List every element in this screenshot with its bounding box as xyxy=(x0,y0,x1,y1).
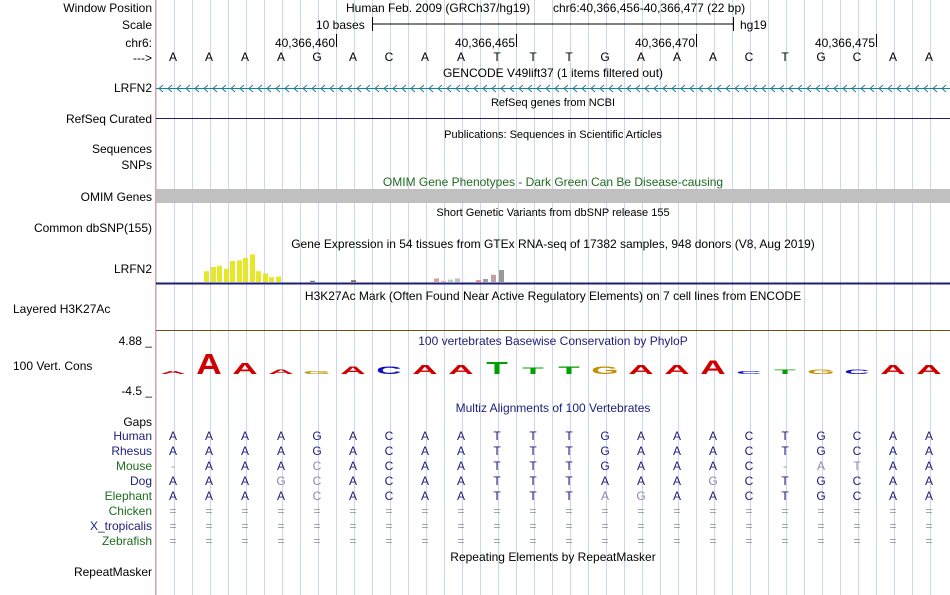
alignment-base: = xyxy=(637,504,645,518)
alignment-base: = xyxy=(817,534,825,548)
phylop-logo[interactable] xyxy=(156,0,950,380)
base-letter: A xyxy=(636,50,645,64)
alignment-base: T xyxy=(781,489,789,503)
alignment-base: A xyxy=(420,489,429,503)
species-label[interactable]: Chicken xyxy=(108,504,152,518)
multiz-track-title: Multiz Alignments of 100 Vertebrates xyxy=(455,401,651,415)
alignment-base: G xyxy=(312,429,322,443)
phylop-base-glyph: A xyxy=(916,362,942,377)
alignment-base: = xyxy=(637,534,645,548)
alignment-base: = xyxy=(709,519,717,533)
alignment-base: A xyxy=(636,429,645,443)
alignment-base: T xyxy=(493,444,501,458)
alignment-base: G xyxy=(600,444,610,458)
label-100-vert-cons[interactable]: 100 Vert. Cons xyxy=(13,359,93,373)
label-gencode-lrfn2[interactable]: LRFN2 xyxy=(113,81,152,95)
alignment-base: T xyxy=(529,429,537,443)
alignment-base: C xyxy=(384,489,394,503)
alignment-base: T xyxy=(493,429,501,443)
species-label[interactable]: Mouse xyxy=(115,459,152,473)
alignment-base: A xyxy=(456,489,465,503)
gencode-track-title: GENCODE V49lift37 (1 items filtered out) xyxy=(442,66,664,80)
alignment-base: = xyxy=(853,519,861,533)
alignment-base: = xyxy=(241,519,249,533)
base-letter: C xyxy=(384,50,394,64)
alignment-base: = xyxy=(313,519,321,533)
track-data-area[interactable] xyxy=(156,0,950,595)
assembly-title: Human Feb. 2009 (GRCh37/hg19) xyxy=(346,1,531,15)
alignment-base: C xyxy=(744,429,754,443)
alignment-base: A xyxy=(456,474,465,488)
phylop-base-glyph: A xyxy=(664,362,690,377)
alignment-base: = xyxy=(313,504,321,518)
alignment-base: A xyxy=(348,429,357,443)
alignment-base: T xyxy=(781,429,789,443)
alignment-base: A xyxy=(636,459,645,473)
alignment-base: = xyxy=(925,534,933,548)
base-letter: A xyxy=(348,50,357,64)
alignment-base: A xyxy=(924,489,933,503)
alignment-base: C xyxy=(852,489,862,503)
base-letter: C xyxy=(852,50,862,64)
alignment-base: = xyxy=(169,504,177,518)
base-letter: A xyxy=(672,50,681,64)
label-sequences[interactable]: Sequences xyxy=(91,142,152,156)
alignment-base: = xyxy=(313,534,321,548)
alignment-base: A xyxy=(924,429,933,443)
alignment-base: C xyxy=(384,474,394,488)
phylop-base-glyph: T xyxy=(522,366,544,377)
phylop-base-glyph: T xyxy=(774,368,796,376)
label-strand: ---> xyxy=(133,51,152,65)
alignment-base: = xyxy=(277,504,285,518)
label-scale: Scale xyxy=(121,18,152,32)
alignment-base: A xyxy=(672,459,681,473)
alignment-base: = xyxy=(781,534,789,548)
alignment-base: - xyxy=(171,459,175,473)
alignment-base: = xyxy=(745,519,753,533)
alignment-base: C xyxy=(384,429,394,443)
alignment-base: = xyxy=(205,504,213,518)
base-letter: G xyxy=(816,50,826,64)
alignment-base: C xyxy=(744,489,754,503)
alignment-base: = xyxy=(457,504,465,518)
alignment-base: A xyxy=(708,489,717,503)
alignment-base: A xyxy=(204,474,213,488)
species-label[interactable]: Elephant xyxy=(104,489,152,503)
alignment-base: A xyxy=(240,429,249,443)
dbsnp-track-title: Short Genetic Variants from dbSNP release 155 xyxy=(436,207,670,219)
alignment-base: = xyxy=(241,534,249,548)
alignment-base: T xyxy=(565,444,573,458)
alignment-base: G xyxy=(816,429,826,443)
alignment-base: T xyxy=(781,474,789,488)
base-letter: A xyxy=(456,50,465,64)
alignment-base: = xyxy=(205,534,213,548)
alignment-base: = xyxy=(925,504,933,518)
alignment-base: C xyxy=(384,444,394,458)
label-phylop-min: -4.5 _ xyxy=(121,384,152,398)
omim-track-title: OMIM Gene Phenotypes - Dark Green Can Be Disease-causing xyxy=(382,175,724,189)
alignment-base: = xyxy=(601,519,609,533)
alignment-base: = xyxy=(889,534,897,548)
phylop-track-title: 100 vertebrates Basewise Conservation by PhyloP xyxy=(418,334,688,348)
alignment-base: = xyxy=(169,534,177,548)
alignment-base: A xyxy=(708,444,717,458)
alignment-base: - xyxy=(783,459,787,473)
alignment-base: A xyxy=(456,429,465,443)
alignment-base: = xyxy=(493,519,501,533)
alignment-base: A xyxy=(672,474,681,488)
alignment-base: = xyxy=(817,504,825,518)
base-letter: A xyxy=(420,50,429,64)
alignment-base: T xyxy=(781,444,789,458)
alignment-base: A xyxy=(168,444,177,458)
alignment-base: = xyxy=(565,519,573,533)
phylop-base-glyph: G xyxy=(591,363,619,377)
alignment-base: G xyxy=(708,474,718,488)
alignment-base: A xyxy=(276,459,285,473)
base-letter: T xyxy=(529,50,537,64)
base-letter: T xyxy=(565,50,573,64)
phylop-base-glyph: A xyxy=(196,348,222,381)
alignment-base: T xyxy=(529,444,537,458)
alignment-base: A xyxy=(420,429,429,443)
alignment-base: = xyxy=(601,504,609,518)
label-gaps[interactable]: Gaps xyxy=(123,415,152,429)
alignment-base: C xyxy=(744,444,754,458)
alignment-base: G xyxy=(816,489,826,503)
refseq-track-title: RefSeq genes from NCBI xyxy=(490,97,616,109)
phylop-base-glyph: A xyxy=(160,370,186,376)
alignment-base: G xyxy=(600,459,610,473)
alignment-base: A xyxy=(240,459,249,473)
label-omim-genes[interactable]: OMIM Genes xyxy=(80,190,152,204)
alignment-base: = xyxy=(421,504,429,518)
alignment-base: = xyxy=(889,504,897,518)
alignment-base: = xyxy=(745,534,753,548)
alignment-base: = xyxy=(745,504,753,518)
base-letter: A xyxy=(924,50,933,64)
alignment-base: = xyxy=(277,519,285,533)
alignment-base: T xyxy=(565,489,573,503)
alignment-base: = xyxy=(277,534,285,548)
phylop-base-glyph: C xyxy=(736,370,762,376)
alignment-base: = xyxy=(349,534,357,548)
alignment-base: A xyxy=(240,444,249,458)
alignment-base: T xyxy=(493,489,501,503)
alignment-base: A xyxy=(240,474,249,488)
phylop-base-glyph: C xyxy=(376,363,402,377)
alignment-base: = xyxy=(925,519,933,533)
alignment-base: T xyxy=(529,459,537,473)
alignment-base: A xyxy=(708,429,717,443)
alignment-base: = xyxy=(565,534,573,548)
alignment-base: A xyxy=(348,474,357,488)
alignment-base: T xyxy=(565,459,573,473)
alignment-base: C xyxy=(744,459,754,473)
tick-label-2: 40,366,465 xyxy=(454,36,515,50)
alignment-base: A xyxy=(888,459,897,473)
alignment-base: A xyxy=(168,489,177,503)
label-phylop-max: 4.88 _ xyxy=(118,334,152,348)
alignment-base: A xyxy=(672,489,681,503)
alignment-base: A xyxy=(672,444,681,458)
alignment-base: = xyxy=(421,534,429,548)
alignment-base: = xyxy=(853,534,861,548)
alignment-base: = xyxy=(853,504,861,518)
species-label[interactable]: Human xyxy=(113,429,152,443)
alignment-base: = xyxy=(529,504,537,518)
alignment-base: G xyxy=(600,429,610,443)
alignment-base: A xyxy=(600,489,609,503)
alignment-base: A xyxy=(888,429,897,443)
alignment-base: A xyxy=(348,444,357,458)
alignment-base: A xyxy=(420,444,429,458)
alignment-base: C xyxy=(312,459,322,473)
label-repeatmasker[interactable]: RepeatMasker xyxy=(73,565,152,579)
species-label[interactable]: Zebrafish xyxy=(101,534,152,548)
alignment-base: = xyxy=(781,519,789,533)
label-snps[interactable]: SNPs xyxy=(121,158,152,172)
phylop-base-glyph: A xyxy=(880,362,906,377)
alignment-base: A xyxy=(888,489,897,503)
label-layered-h3k27ac[interactable]: Layered H3K27Ac xyxy=(13,302,111,316)
alignment-base: G xyxy=(816,474,826,488)
alignment-base: C xyxy=(384,459,394,473)
alignment-base: A xyxy=(672,429,681,443)
alignment-base: T xyxy=(529,489,537,503)
alignment-base: = xyxy=(529,519,537,533)
species-label[interactable]: Dog xyxy=(129,474,152,488)
alignment-base: = xyxy=(493,504,501,518)
alignment-base: A xyxy=(204,459,213,473)
alignment-base: = xyxy=(457,534,465,548)
alignment-base: C xyxy=(852,429,862,443)
alignment-base: = xyxy=(673,519,681,533)
alignment-base: A xyxy=(456,444,465,458)
phylop-base-glyph: C xyxy=(844,368,870,376)
phylop-base-glyph: A xyxy=(340,363,366,377)
alignment-base: = xyxy=(385,519,393,533)
alignment-base: = xyxy=(529,534,537,548)
alignment-base: A xyxy=(456,459,465,473)
alignment-base: = xyxy=(205,519,213,533)
alignment-base: G xyxy=(312,444,322,458)
label-gtex-lrfn2[interactable]: LRFN2 xyxy=(113,262,152,276)
alignment-base: C xyxy=(852,444,862,458)
alignment-base: = xyxy=(169,519,177,533)
alignment-base: T xyxy=(565,429,573,443)
alignment-base: = xyxy=(601,534,609,548)
alignment-base: = xyxy=(781,504,789,518)
alignment-base: C xyxy=(312,474,322,488)
alignment-base: C xyxy=(744,474,754,488)
base-letter: A xyxy=(240,50,249,64)
base-letter: G xyxy=(600,50,610,64)
alignment-base: = xyxy=(349,519,357,533)
tick-label-1: 40,366,460 xyxy=(274,36,335,50)
alignment-base: = xyxy=(673,534,681,548)
alignment-base: A xyxy=(204,489,213,503)
scale-text: 10 bases xyxy=(316,18,365,32)
base-letter: A xyxy=(168,50,177,64)
phylop-base-glyph: A xyxy=(700,356,726,379)
h3k27ac-track-title: H3K27Ac Mark (Often Found Near Active Regulatory Elements) on 7 cell lines from ENCODE xyxy=(304,289,802,303)
alignment-base: = xyxy=(493,534,501,548)
base-letter: G xyxy=(312,50,322,64)
alignment-base: = xyxy=(565,504,573,518)
alignment-base: = xyxy=(457,519,465,533)
alignment-base: T xyxy=(529,474,537,488)
publications-track-title: Publications: Sequences in Scientific Articles xyxy=(444,129,662,141)
alignment-base: = xyxy=(385,534,393,548)
alignment-base: A xyxy=(420,474,429,488)
alignment-base: T xyxy=(565,474,573,488)
alignment-base: A xyxy=(168,474,177,488)
alignment-base: = xyxy=(421,519,429,533)
phylop-base-glyph: G xyxy=(807,368,835,376)
alignment-base: = xyxy=(889,519,897,533)
alignment-base: = xyxy=(385,504,393,518)
track-label-column xyxy=(0,0,155,595)
phylop-base-glyph: T xyxy=(486,358,508,378)
alignment-base: A xyxy=(276,444,285,458)
phylop-base-glyph: A xyxy=(448,362,474,377)
alignment-base: A xyxy=(636,444,645,458)
phylop-base-glyph: A xyxy=(412,362,438,377)
label-window-position: Window Position xyxy=(63,1,152,15)
alignment-base: T xyxy=(493,459,501,473)
label-chrom: chr6: xyxy=(125,36,152,50)
alignment-base: A xyxy=(348,459,357,473)
alignment-base: A xyxy=(924,459,933,473)
tick-label-3: 40,366,470 xyxy=(634,36,695,50)
base-letter: A xyxy=(888,50,897,64)
base-letter: T xyxy=(493,50,501,64)
alignment-base: = xyxy=(241,504,249,518)
scale-db: hg19 xyxy=(740,18,767,32)
alignment-base: G xyxy=(636,489,646,503)
alignment-base: = xyxy=(637,519,645,533)
alignment-base: T xyxy=(853,459,861,473)
alignment-base: A xyxy=(420,459,429,473)
base-letter: A xyxy=(204,50,213,64)
alignment-base: A xyxy=(168,429,177,443)
species-label[interactable]: X_tropicalis xyxy=(89,519,152,533)
label-refseq-curated[interactable]: RefSeq Curated xyxy=(65,112,152,126)
alignment-base: A xyxy=(204,429,213,443)
alignment-base: A xyxy=(888,444,897,458)
alignment-base: A xyxy=(276,489,285,503)
base-letter: C xyxy=(744,50,754,64)
alignment-base: C xyxy=(312,489,322,503)
alignment-base: = xyxy=(349,504,357,518)
phylop-base-glyph: A xyxy=(628,362,654,377)
alignment-base: A xyxy=(348,489,357,503)
alignment-base: G xyxy=(816,444,826,458)
alignment-base: = xyxy=(817,519,825,533)
alignment-base: T xyxy=(493,474,501,488)
alignment-base: = xyxy=(709,534,717,548)
position-range: chr6:40,366,456-40,366,477 (22 bp) xyxy=(553,1,746,15)
phylop-base-glyph: A xyxy=(232,359,258,378)
phylop-base-glyph: A xyxy=(268,368,294,376)
phylop-base-glyph: T xyxy=(558,363,580,377)
alignment-base: A xyxy=(636,474,645,488)
alignment-base: G xyxy=(276,474,286,488)
repeatmasker-track-title: Repeating Elements by RepeatMasker xyxy=(450,550,656,564)
species-label[interactable]: Rhesus xyxy=(111,444,152,458)
phylop-base-glyph: G xyxy=(303,370,331,376)
alignment-base: A xyxy=(240,489,249,503)
alignment-base: A xyxy=(816,459,825,473)
label-common-dbsnp[interactable]: Common dbSNP(155) xyxy=(33,221,152,235)
alignment-base: = xyxy=(673,504,681,518)
alignment-base: C xyxy=(852,474,862,488)
tick-label-4: 40,366,475 xyxy=(814,36,875,50)
base-letter: A xyxy=(276,50,285,64)
base-letter: T xyxy=(781,50,789,64)
alignment-base: = xyxy=(709,504,717,518)
gtex-track-title: Gene Expression in 54 tissues from GTEx RNA-seq of 17382 samples, 948 donors (V8, Aug 2019) xyxy=(291,237,815,251)
alignment-base: A xyxy=(708,459,717,473)
base-letter: A xyxy=(708,50,717,64)
alignment-base: A xyxy=(276,429,285,443)
alignment-base: A xyxy=(600,474,609,488)
alignment-base: A xyxy=(888,474,897,488)
alignment-base: A xyxy=(204,444,213,458)
alignment-base: A xyxy=(924,444,933,458)
alignment-base: A xyxy=(924,474,933,488)
